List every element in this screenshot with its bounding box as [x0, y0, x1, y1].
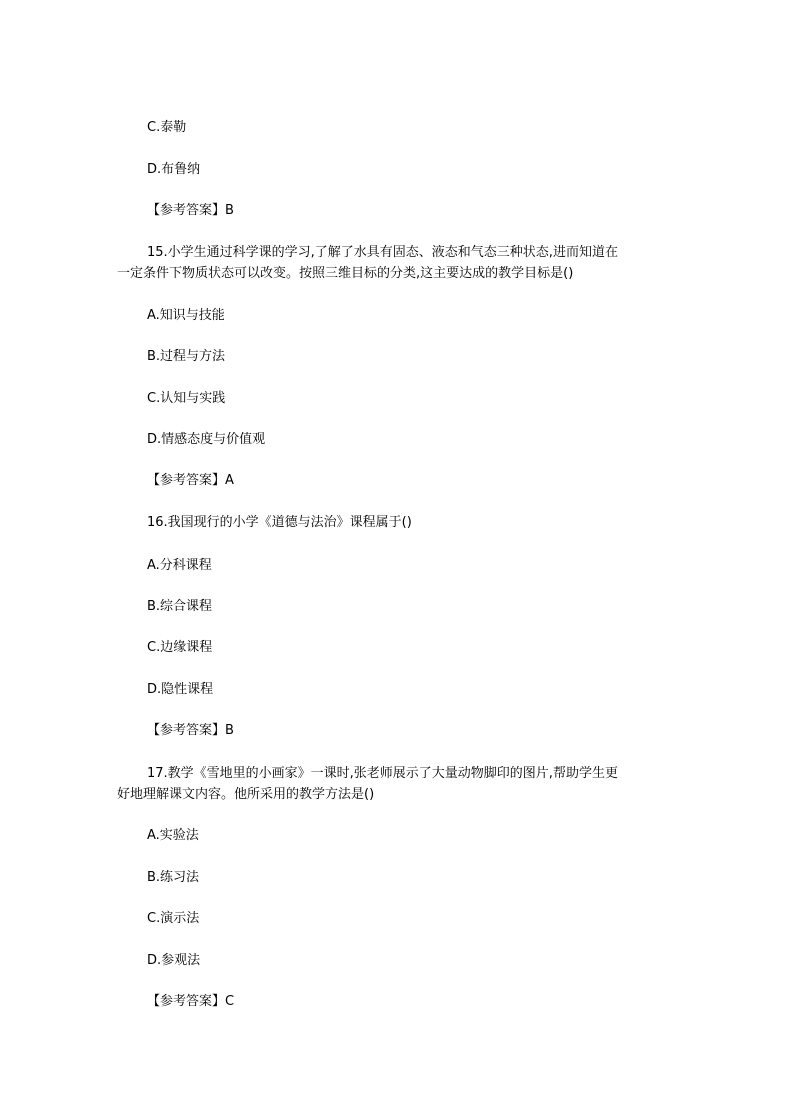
q17-option-b: B.练习法 [147, 870, 200, 885]
q15-option-a: A.知识与技能 [147, 308, 225, 323]
q15-option-b: B.过程与方法 [147, 349, 226, 364]
q15-option-c: C.认知与实践 [147, 391, 226, 406]
q15-stem-line2: 一定条件下物质状态可以改变。按照三维目标的分类,这主要达成的教学目标是() [117, 266, 574, 281]
q16-option-a: A.分科课程 [147, 558, 212, 573]
q16-option-b: B.综合课程 [147, 599, 213, 614]
q17-option-c: C.演示法 [147, 911, 200, 926]
q16-stem: 16.我国现行的小学《道德与法治》课程属于() [147, 515, 412, 530]
q15-answer: 【参考答案】A [147, 473, 234, 488]
q14-answer: 【参考答案】B [147, 203, 234, 218]
q16-option-d: D.隐性课程 [147, 682, 214, 697]
q16-option-c: C.边缘课程 [147, 640, 213, 655]
q17-option-d: D.参观法 [147, 953, 201, 968]
q15-option-d: D.情感态度与价值观 [147, 432, 266, 447]
q17-option-a: A.实验法 [147, 828, 199, 843]
q14-option-c: C.泰勒 [147, 120, 187, 135]
q17-stem-line1: 17.教学《雪地里的小画家》一课时,张老师展示了大量动物脚印的图片,帮助学生更 [147, 766, 618, 781]
q17-stem-line2: 好地理解课文内容。他所采用的教学方法是() [117, 787, 375, 802]
q16-answer: 【参考答案】B [147, 723, 234, 738]
q15-stem-line1: 15.小学生通过科学课的学习,了解了水具有固态、液态和气态三种状态,进而知道在 [147, 245, 618, 260]
q17-answer: 【参考答案】C [147, 994, 235, 1009]
q14-option-d: D.布鲁纳 [147, 162, 201, 177]
